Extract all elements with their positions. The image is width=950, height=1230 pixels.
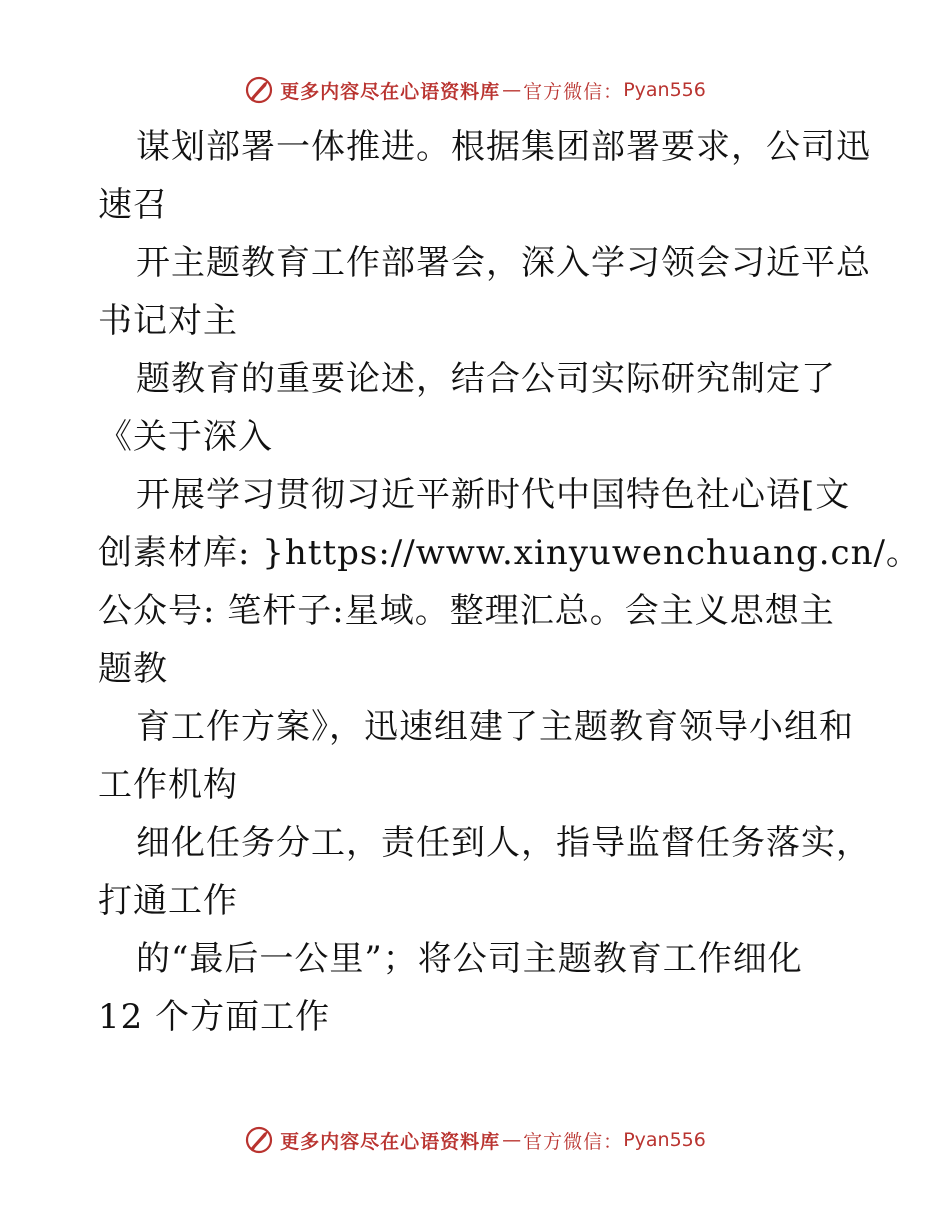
paragraph-line: 打通工作 <box>98 881 238 921</box>
paragraph <box>98 466 921 698</box>
footer-wechat-label: 官方微信： <box>523 1130 624 1153</box>
footer-banner <box>0 1120 950 1160</box>
paragraph-line: 细化任务分工，责任到人，指导监督任务落实， <box>136 823 871 863</box>
paragraph <box>98 234 871 350</box>
header-banner-text: 更多内容尽在心语资料库 <box>280 80 501 103</box>
paragraph-line: 题教育的重要论述，结合公司实际研究制定了 <box>136 359 836 399</box>
paragraph <box>98 350 858 466</box>
quill-pen-logo-icon <box>244 75 274 105</box>
paragraph-line: 工作机构 <box>98 765 238 805</box>
header-banner <box>0 70 950 110</box>
header-wechat-label: 官方微信： <box>523 80 624 103</box>
paragraph-line: 开展学习贯彻习近平新时代中国特色社心语[文 <box>136 475 851 515</box>
paragraph <box>98 698 858 814</box>
footer-banner-text: 更多内容尽在心语资料库 <box>280 1130 501 1153</box>
paragraph-line: 的“最后一公里”；将公司主题教育工作细化 <box>136 939 803 979</box>
paragraph-line: 开主题教育工作部署会，深入学习领会习近平总 <box>136 243 871 283</box>
header-separator: — <box>502 79 522 101</box>
paragraph-line: 创素材库: }https://www.xinyuwenchuang.cn/。 <box>98 533 921 573</box>
footer-wechat-id: Pyan556 <box>623 1129 706 1151</box>
paragraph-line: 《关于深入 <box>98 417 273 457</box>
paragraph <box>98 118 871 234</box>
paragraph-line: 速召 <box>98 185 168 225</box>
quill-pen-logo-icon <box>244 1125 274 1155</box>
paragraph-line: 12 个方面工作 <box>98 997 331 1037</box>
header-wechat-id: Pyan556 <box>623 79 706 101</box>
paragraph <box>98 814 871 930</box>
paragraph-line: 谋划部署一体推进。根据集团部署要求，公司迅 <box>136 127 871 167</box>
paragraph-line: 题教 <box>98 649 168 689</box>
paragraph-line: 书记对主 <box>98 301 238 341</box>
body-text <box>98 118 921 1046</box>
paragraph <box>98 930 858 1046</box>
footer-separator: — <box>502 1129 522 1151</box>
paragraph-line: 育工作方案》，迅速组建了主题教育领导小组和 <box>136 707 854 747</box>
paragraph-line: 公众号: 笔杆子:星域。整理汇总。会主义思想主 <box>98 591 835 631</box>
